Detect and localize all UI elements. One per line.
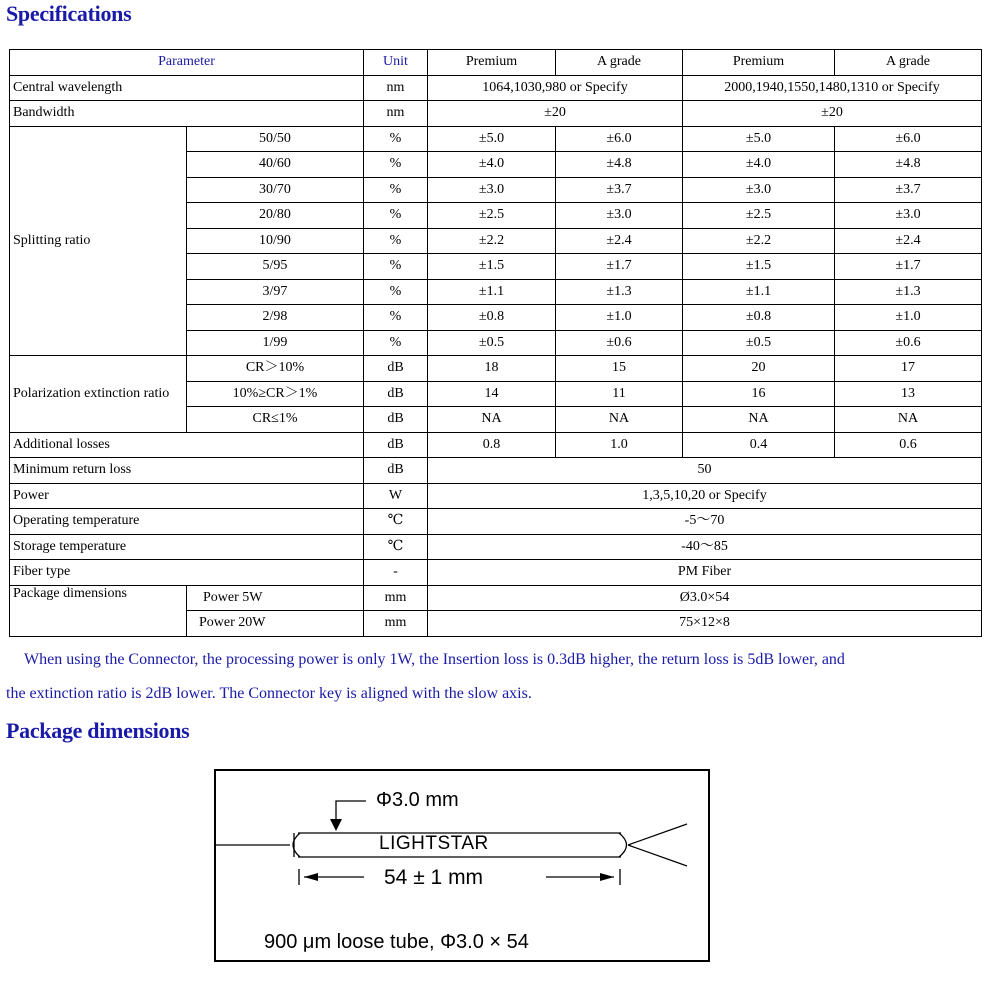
length-label: 54 ± 1 mm — [384, 866, 484, 889]
param-label: Fiber type — [10, 560, 364, 586]
value-cell: 0.6 — [835, 432, 982, 458]
header-premium-2: Premium — [683, 50, 835, 76]
value-cell: 20 — [683, 356, 835, 382]
value-cell: 1064,1030,980 or Specify — [428, 75, 683, 101]
table-row — [10, 509, 982, 535]
sub-cell: 3/97 — [187, 279, 364, 305]
sub-cell: 20/80 — [187, 203, 364, 229]
value-cell: Ø3.0×54 — [428, 585, 982, 611]
sub-cell: 2/98 — [187, 305, 364, 331]
param-label: Central wavelength — [10, 75, 364, 101]
value-cell: ±3.7 — [835, 177, 982, 203]
unit-cell: mm — [364, 585, 428, 611]
unit-cell: mm — [364, 611, 428, 637]
value-cell: ±1.0 — [556, 305, 683, 331]
unit-cell: % — [364, 152, 428, 178]
header-parameter: Parameter — [10, 50, 364, 76]
unit-cell: dB — [364, 458, 428, 484]
value-cell: ±1.0 — [835, 305, 982, 331]
value-cell: ±1.7 — [835, 254, 982, 280]
table-row — [10, 356, 982, 382]
param-label: Storage temperature — [10, 534, 364, 560]
value-cell: ±1.3 — [556, 279, 683, 305]
table-row — [10, 458, 982, 484]
table-row — [10, 483, 982, 509]
header-a-grade-2: A grade — [835, 50, 982, 76]
table-row — [10, 432, 982, 458]
unit-cell: % — [364, 254, 428, 280]
value-cell: 1.0 — [556, 432, 683, 458]
value-cell: NA — [428, 407, 556, 433]
sub-cell: 50/50 — [187, 126, 364, 152]
specifications-heading: Specifications — [6, 1, 132, 26]
package-dimensions-heading: Package dimensions — [6, 718, 190, 743]
diagram-caption: 900 μm loose tube, Φ3.0 × 54 — [264, 931, 529, 953]
value-cell: ±1.3 — [835, 279, 982, 305]
table-row — [10, 101, 982, 127]
diameter-arrowhead — [330, 819, 342, 831]
value-cell: ±3.0 — [683, 177, 835, 203]
tube-right-cap — [619, 833, 627, 857]
value-cell: ±1.5 — [683, 254, 835, 280]
value-cell: ±2.4 — [835, 228, 982, 254]
value-cell: ±1.5 — [428, 254, 556, 280]
param-label: Polarization extinction ratio — [10, 356, 187, 433]
output-fiber-top — [628, 824, 687, 845]
value-cell: ±2.5 — [683, 203, 835, 229]
value-cell: 13 — [835, 381, 982, 407]
value-cell: 11 — [556, 381, 683, 407]
header-unit: Unit — [364, 50, 428, 76]
sub-cell: 5/95 — [187, 254, 364, 280]
unit-cell: dB — [364, 432, 428, 458]
output-fiber-bottom — [628, 845, 687, 866]
connector-note-line-1: When using the Connector, the processing power is only 1W, the Insertion loss is 0.3dB higher, the return loss is 5dB lower, and — [24, 651, 845, 668]
value-cell: ±2.4 — [556, 228, 683, 254]
param-label: Bandwidth — [10, 101, 364, 127]
brand-label: LIGHTSTAR — [379, 833, 489, 854]
value-cell: 15 — [556, 356, 683, 382]
unit-cell: ℃ — [364, 534, 428, 560]
sub-cell: 10/90 — [187, 228, 364, 254]
value-cell: ±2.5 — [428, 203, 556, 229]
unit-cell: dB — [364, 381, 428, 407]
value-cell: PM Fiber — [428, 560, 982, 586]
length-arrowhead-right — [600, 873, 614, 881]
unit-cell: nm — [364, 101, 428, 127]
value-cell: 2000,1940,1550,1480,1310 or Specify — [683, 75, 982, 101]
value-cell: ±1.1 — [428, 279, 556, 305]
value-cell: ±0.5 — [428, 330, 556, 356]
value-cell: NA — [683, 407, 835, 433]
value-cell: NA — [556, 407, 683, 433]
value-cell: 17 — [835, 356, 982, 382]
unit-cell: % — [364, 177, 428, 203]
value-cell: ±0.6 — [556, 330, 683, 356]
value-cell: ±2.2 — [683, 228, 835, 254]
unit-cell: W — [364, 483, 428, 509]
value-cell: ±3.0 — [835, 203, 982, 229]
diameter-leader — [336, 801, 366, 821]
value-cell: ±20 — [428, 101, 683, 127]
param-label: Package dimensions — [10, 585, 187, 636]
value-cell: ±2.2 — [428, 228, 556, 254]
value-cell: -40～85 — [428, 534, 982, 560]
table-header-row — [10, 50, 982, 76]
unit-cell: dB — [364, 407, 428, 433]
value-cell: ±3.0 — [556, 203, 683, 229]
unit-cell: % — [364, 330, 428, 356]
unit-cell: ℃ — [364, 509, 428, 535]
value-cell: ±3.7 — [556, 177, 683, 203]
unit-cell: % — [364, 279, 428, 305]
connector-note-line-2: the extinction ratio is 2dB lower. The Connector key is aligned with the slow axis. — [6, 685, 532, 702]
diameter-label: Φ3.0 mm — [376, 789, 459, 811]
sub-cell: 10%≥CR＞1% — [187, 381, 364, 407]
value-cell: ±6.0 — [835, 126, 982, 152]
value-cell: ±1.1 — [683, 279, 835, 305]
table-row — [10, 75, 982, 101]
value-cell: ±6.0 — [556, 126, 683, 152]
unit-cell: % — [364, 126, 428, 152]
unit-cell: - — [364, 560, 428, 586]
value-cell: 1,3,5,10,20 or Specify — [428, 483, 982, 509]
param-label: Additional losses — [10, 432, 364, 458]
value-cell: NA — [835, 407, 982, 433]
value-cell: 14 — [428, 381, 556, 407]
param-label: Minimum return loss — [10, 458, 364, 484]
value-cell: ±0.5 — [683, 330, 835, 356]
unit-cell: % — [364, 305, 428, 331]
unit-cell: nm — [364, 75, 428, 101]
header-premium-1: Premium — [428, 50, 556, 76]
value-cell: ±4.0 — [428, 152, 556, 178]
table-row — [10, 560, 982, 586]
sub-cell: Power 5W — [187, 585, 364, 611]
length-arrowhead-left — [304, 873, 318, 881]
value-cell: -5～70 — [428, 509, 982, 535]
sub-cell: Power 20W — [187, 611, 364, 637]
value-cell: ±4.8 — [835, 152, 982, 178]
value-cell: ±1.7 — [556, 254, 683, 280]
value-cell: ±0.8 — [428, 305, 556, 331]
value-cell: ±0.8 — [683, 305, 835, 331]
unit-cell: dB — [364, 356, 428, 382]
sub-cell: CR＞10% — [187, 356, 364, 382]
value-cell: ±4.0 — [683, 152, 835, 178]
value-cell: ±4.8 — [556, 152, 683, 178]
value-cell: 18 — [428, 356, 556, 382]
value-cell: ±5.0 — [683, 126, 835, 152]
header-a-grade-1: A grade — [556, 50, 683, 76]
value-cell: 50 — [428, 458, 982, 484]
table-row — [10, 534, 982, 560]
value-cell: ±3.0 — [428, 177, 556, 203]
sub-cell: 1/99 — [187, 330, 364, 356]
sub-cell: CR≤1% — [187, 407, 364, 433]
table-row — [10, 585, 982, 611]
unit-cell: % — [364, 203, 428, 229]
param-label: Operating temperature — [10, 509, 364, 535]
value-cell: ±20 — [683, 101, 982, 127]
value-cell: 0.4 — [683, 432, 835, 458]
value-cell: 16 — [683, 381, 835, 407]
value-cell: ±5.0 — [428, 126, 556, 152]
sub-cell: 30/70 — [187, 177, 364, 203]
param-label: Splitting ratio — [10, 126, 187, 356]
value-cell: 75×12×8 — [428, 611, 982, 637]
value-cell: 0.8 — [428, 432, 556, 458]
sub-cell: 40/60 — [187, 152, 364, 178]
value-cell: ±0.6 — [835, 330, 982, 356]
unit-cell: % — [364, 228, 428, 254]
table-row — [10, 126, 982, 152]
param-label: Power — [10, 483, 364, 509]
package-diagram — [214, 769, 710, 962]
specifications-table — [9, 49, 982, 637]
